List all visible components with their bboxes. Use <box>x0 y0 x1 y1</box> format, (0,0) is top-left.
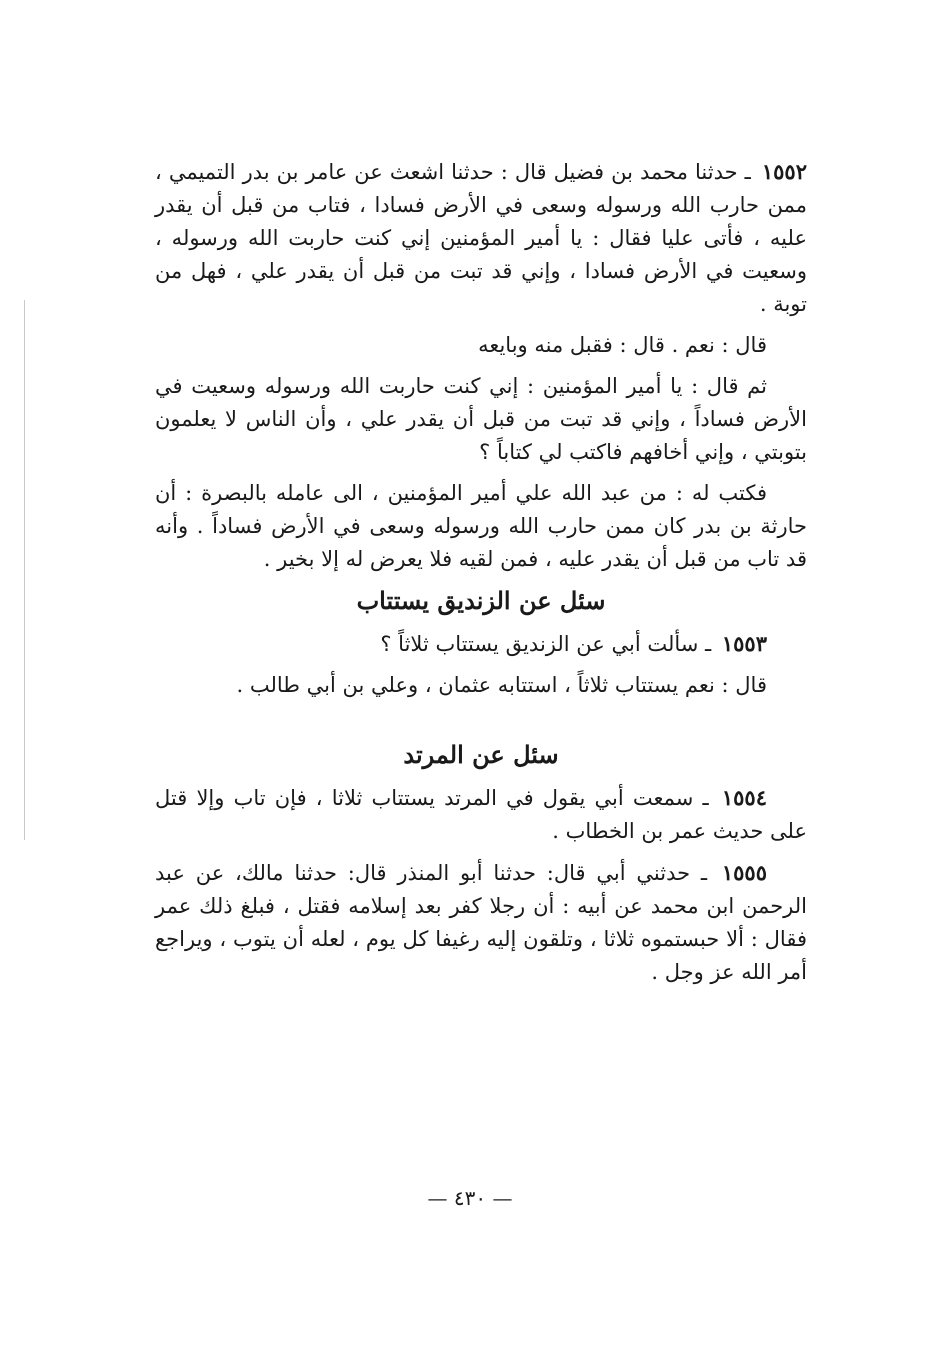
section-heading-zindiq: سئل عن الزنديق يستتاب <box>356 586 606 615</box>
page-number: — ٤٣٠ — <box>427 1186 513 1210</box>
hadith-number: ١٥٥٢ <box>761 159 807 184</box>
paragraph-text: ـ حدثني أبي قال: حدثنا أبو المنذر قال: حدثنا مالك، عن عبد الرحمن ابن محمد عن أبيه : أن رجلا كفر بعد إسلامه فقتل ، فبلغ ذلك عمر فقال : ألا حبستموه ثلاثا ، وتلقون إليه رغيفا كل يوم ، لعله أن يتوب ، ويراجع أمر الله عز وجل . <box>155 861 807 984</box>
paragraph-1553-answer: قال : نعم يستتاب ثلاثاً ، استتابه عثمان ، وعلي بن أبي طالب . <box>236 673 767 697</box>
paragraph-answer: قال : نعم . قال : فقبل منه وبايعه <box>478 333 767 357</box>
paragraph-letter: فكتب له : من عبد الله علي أمير المؤمنين ، الى عامله بالبصرة : أن حارثة بن بدر كان ممن حارب الله ورسوله وسعى في الأرض فساداً . وأنه قد تاب من قبل أن يقدر عليه ، فمن لقيه فلا يعرض له إلا بخير . <box>155 481 807 571</box>
paragraph-1555 <box>155 856 807 989</box>
paragraph-text: ـ سألت أبي عن الزنديق يستتاب ثلاثاً ؟ <box>380 632 712 656</box>
paragraph-1553 <box>155 627 807 661</box>
paragraph-request: ثم قال : يا أمير المؤمنين : إني كنت حاربت الله ورسوله وسعيت في الأرض فساداً ، وإني قد تبت من قبل أن يقدر علي ، وأن الناس لا يعلمون بتوبتي ، وإني أخافهم فاكتب لي كتاباً ؟ <box>155 374 807 464</box>
paragraph-1554 <box>155 781 807 848</box>
text-column <box>155 155 807 997</box>
paragraph-1552 <box>155 155 807 321</box>
paragraph-text: ـ سمعت أبي يقول في المرتد يستتاب ثلاثا ، فإن تاب وإلا قتل على حديث عمر بن الخطاب . <box>155 786 807 843</box>
margin-rule <box>24 300 25 840</box>
paragraph-text: ـ حدثنا محمد بن فضيل قال : حدثنا اشعث عن عامر بن بدر التميمي ، ممن حارب الله ورسوله وسعى في الأرض فسادا ، فتاب من قبل أن يقدر عليه ، فأتى عليا فقال : يا أمير المؤمنين إني كنت حاربت الله ورسوله ، وسعيت في الأرض فسادا ، وإني قد تبت من قبل أن يقدر علي ، فهل من توبة . <box>155 160 807 316</box>
hadith-number: ١٥٥٣ <box>721 631 767 656</box>
hadith-number: ١٥٥٥ <box>721 860 767 885</box>
hadith-number: ١٥٥٤ <box>721 785 767 810</box>
section-heading-murtad: سئل عن المرتد <box>403 740 559 769</box>
